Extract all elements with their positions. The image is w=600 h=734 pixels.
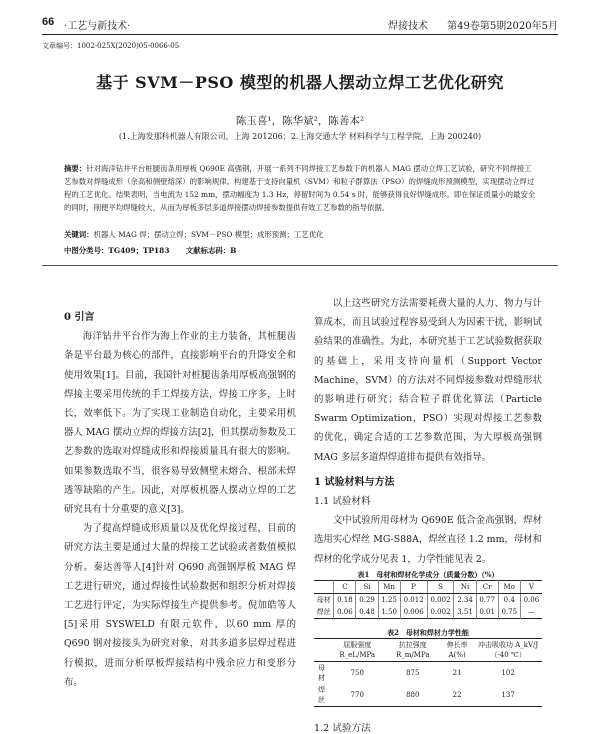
table-cell: 21 bbox=[452, 668, 462, 677]
keywords-text: 机器人 MAG 焊；摆动立焊；SVM－PSO 模型；成形预测；工艺优化 bbox=[93, 230, 324, 239]
section1-2-heading: 1.2 试验方法 bbox=[314, 723, 371, 734]
paper-title: 基于 SVM－PSO 模型的机器人摆动立焊工艺优化研究 bbox=[96, 73, 504, 92]
table-cell: 0.002 bbox=[427, 606, 454, 619]
table-cell: 3.51 bbox=[454, 606, 476, 619]
page-number: 66 bbox=[42, 16, 55, 28]
table-cell: 0.29 bbox=[356, 593, 378, 606]
table-cell: 母材 bbox=[317, 663, 325, 682]
table2-caption: 表2 母材和焊材力学性能 bbox=[387, 627, 469, 637]
table-cell: 2.34 bbox=[454, 593, 476, 606]
journal-name: 焊接技术 bbox=[388, 21, 429, 32]
table2 bbox=[314, 638, 542, 707]
table-cell: 0.77 bbox=[476, 593, 498, 606]
table-cell: 伸长率 A(%) bbox=[440, 638, 474, 661]
table-cell: 母材 bbox=[314, 593, 334, 606]
right-column bbox=[314, 294, 542, 707]
table-cell: 0.01 bbox=[476, 606, 498, 619]
table-cell bbox=[314, 580, 334, 593]
table-cell: 0.48 bbox=[356, 606, 378, 619]
table-cell: C bbox=[334, 580, 356, 593]
keywords bbox=[64, 228, 537, 241]
table-cell: 1.25 bbox=[378, 593, 400, 606]
table-cell: 冲击吸收功 A_kV/J（-40 ℃） bbox=[474, 638, 542, 661]
section-tag: ·工艺与新技术· bbox=[64, 21, 131, 32]
intro-paragraph-3: 以上这些研究方法需要耗费大量的人力、物力与计算成本，而且试验过程容易受到人为因素干扰，影响试验结果的准确性。为此，本研究基于工艺试验数据获取的基础上，采用支持向量机（Support Vector Machine，SVM）的方法对不同焊接参数对焊缝形状的影响进行研究；结合粒子群优化算法（Particle Swarm Optimization，PSO）实现对焊接工艺参数的优化，确定合适的工艺参数范围，为大厚板高强钢 MAG 多层多道焊焊道排布提供有效指导。 bbox=[314, 298, 542, 463]
table-cell: Cr bbox=[476, 580, 498, 593]
section1-paragraph: 文中试验所用母材为 Q690E 低合金高强钢，焊材选用实心焊丝 MG-S88A，焊丝直径 1.2 mm，母材和焊材的化学成分见表 1，力学性能见表 2。 bbox=[314, 515, 542, 565]
classification bbox=[64, 245, 537, 256]
intro-paragraph-2: 为了提高焊缝成形质量以及优化焊接过程，目前的研究方法主要是通过大量的焊接工艺试验或者数值模拟分析。秦达善等人[4]针对 Q690 高强钢厚板 MAG 焊工艺进行研究，通过焊接性试验数据和组织分析对焊接工艺进行评定，为实际焊接生产提供参考。倪加皓等人[5]采用 SYSWELD 有限元软件，以60 mm 厚的 Q690 钢对接接头为研究对象，对其多道多层焊过程进行模拟，进而分析厚板焊接结构中残余应力和变形分布。 bbox=[64, 523, 296, 688]
table-cell: 1.50 bbox=[378, 606, 400, 619]
doc-code: 文献标志码：B bbox=[185, 246, 237, 255]
table-cell: P bbox=[400, 580, 427, 593]
table2-header-row bbox=[314, 638, 542, 661]
table1-caption: 表1 母材和焊材化学成分（质量分数）（%） bbox=[357, 569, 499, 579]
keywords-label: 关键词： bbox=[64, 230, 94, 239]
table-row bbox=[314, 661, 542, 684]
left-column bbox=[64, 308, 296, 692]
table-cell: 0.75 bbox=[498, 606, 520, 619]
table1-header-row bbox=[314, 580, 542, 593]
table-cell: 750 bbox=[350, 668, 364, 677]
table1 bbox=[314, 580, 542, 619]
section1-1-heading: 1.1 试验材料 bbox=[314, 496, 371, 508]
table-cell: S bbox=[427, 580, 454, 593]
table-cell: 屈服强度 R_eL/MPa bbox=[329, 638, 386, 661]
abstract-rule bbox=[42, 265, 558, 266]
abstract bbox=[64, 162, 537, 214]
table-cell: 0.4 bbox=[498, 593, 520, 606]
table-cell: Ni bbox=[454, 580, 476, 593]
table-cell: V bbox=[520, 580, 542, 593]
table-cell bbox=[314, 638, 329, 661]
table-cell: 焊丝 bbox=[317, 685, 325, 704]
table-cell: Si bbox=[356, 580, 378, 593]
abstract-label: 摘要： bbox=[64, 164, 87, 173]
table-cell: 880 bbox=[406, 690, 420, 699]
table-cell: 22 bbox=[452, 690, 462, 699]
authors: 陈玉喜¹，陈华斌²，陈善本² bbox=[235, 115, 365, 127]
table-row bbox=[314, 684, 542, 707]
table-cell: 0.06 bbox=[334, 606, 356, 619]
table-cell: 焊丝 bbox=[314, 606, 334, 619]
table-cell: 0.06 bbox=[523, 595, 540, 604]
table-cell: Mn bbox=[378, 580, 400, 593]
article-number: 文章编号：1002-025X(2020)05-0066-05 bbox=[42, 42, 180, 50]
clc-number: 中图分类号：TG409；TP183 bbox=[64, 246, 170, 255]
table-cell: Mo bbox=[498, 580, 520, 593]
header-rule bbox=[42, 34, 558, 35]
table-cell: 0.18 bbox=[334, 593, 356, 606]
table-cell: 0.002 bbox=[427, 593, 454, 606]
table-cell: 0.006 bbox=[400, 606, 427, 619]
table-cell: 875 bbox=[406, 668, 420, 677]
table-cell: — bbox=[527, 607, 535, 616]
section1-heading: 1 试验材料与方法 bbox=[314, 476, 395, 488]
page-header bbox=[42, 12, 558, 36]
table-cell: 137 bbox=[501, 690, 515, 699]
table-row bbox=[314, 593, 542, 606]
affiliation: (1.上海发那科机器人有限公司，上海 201206；2.上海交通大学 材料科学与工程学院，上海 200240) bbox=[118, 132, 482, 141]
abstract-text: 针对海洋钻井平台桩腿齿条用厚板 Q690E 高强钢，开展一系列不同焊接工艺参数下的机器人 MAG 摆动立焊工艺试验，研究不同焊接工艺参数对焊缝成形（余高和侧壁熔深）的影响规律。构建基于支持向量机（SVM）和粒子群算法（PSO）的焊缝成形预测模型，实现摆动立焊过程的工艺优化。结果表明，当电流为 152 mm，摆动幅度为 1.3 Hz，停留时间为 0.54 s 时，能够获得良好焊缝成形。即在保证质量小的最安全的同时，削便平均焊缝较大，从而为厚板多层多道焊接摆动焊接参数提供有效工艺参数的指导依据。 bbox=[64, 164, 536, 212]
table-cell: 102 bbox=[501, 668, 515, 677]
journal-issue: 第49卷第5期2020年5月 bbox=[447, 21, 558, 32]
table-cell: 抗拉强度 R_m/MPa bbox=[386, 638, 440, 661]
table-cell: 770 bbox=[350, 690, 364, 699]
intro-heading: 0 引言 bbox=[64, 312, 95, 323]
table-cell: 0.012 bbox=[400, 593, 427, 606]
table-row bbox=[314, 606, 542, 619]
journal-info bbox=[388, 17, 558, 32]
intro-paragraph-1: 海洋钻井平台作为海上作业的主力装备，其桩腿齿条是平台最为核心的部件，直接影响平台的升降安全和使用效果[1]。目前，我国针对桩腿齿条用厚板高强钢的焊接主要采用传统的手工焊接方法，焊接工序多，上时长，效率低下。为了实现工业制造自动化，主要采用机器人 MAG 摆动立焊的焊接方法[2]，但其摆动参数及工艺参数的选取对焊缝成形和焊接质量具有很大的影响。如果参数选取不当，很容易导致侧壁未熔合、根部未焊透等缺陷的产生。因此，对厚板机器人摆动立焊的工艺研究具有十分重要的意义[3]。 bbox=[64, 331, 296, 516]
